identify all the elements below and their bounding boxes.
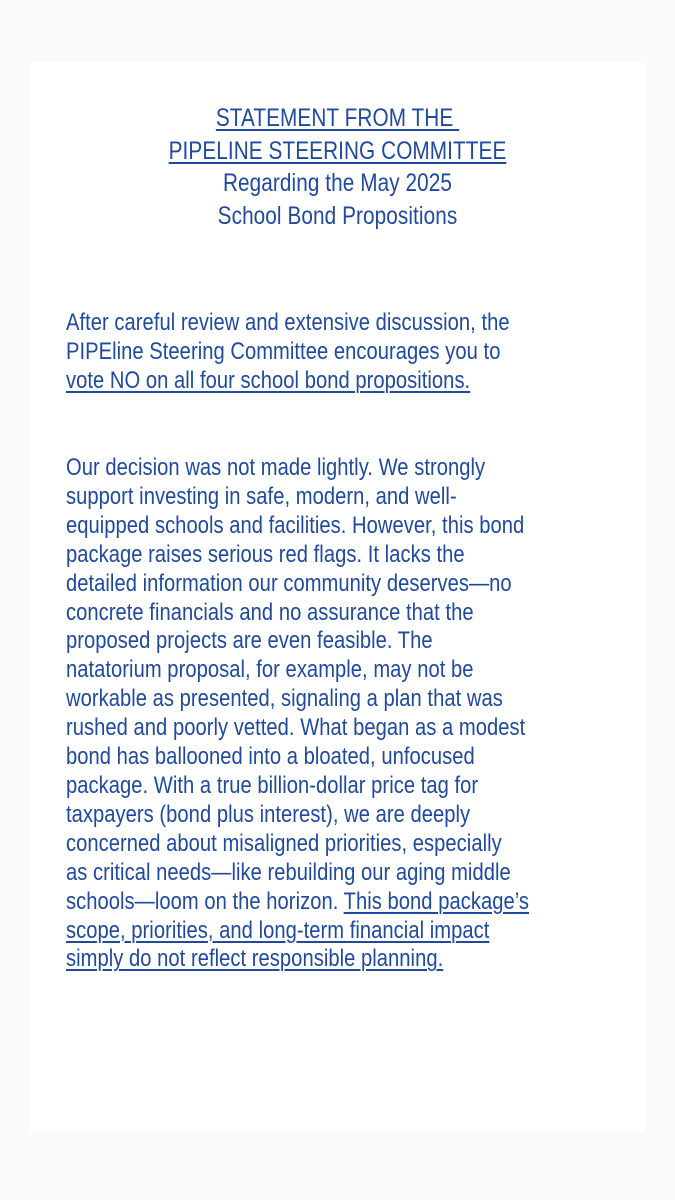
rationale-paragraph (66, 454, 620, 974)
title-line-1: STATEMENT FROM THE (215, 104, 460, 132)
conclusion-emphasis-start: This bond package’s (343, 887, 529, 915)
paragraph-line: After careful review and extensive discussion, the (66, 309, 510, 336)
paragraph-line: taxpayers (bond plus interest), we are deeply (66, 800, 471, 828)
paragraph-line: detailed information our community deserves—no (66, 569, 512, 597)
paragraph-line: PIPEline Steering Committee encourages you to (66, 337, 501, 365)
title-line-2: PIPELINE STEERING COMMITTEE (168, 136, 507, 165)
vote-no-emphasis: vote NO on all four school bond propositions. (66, 366, 471, 394)
paragraph-line-mixed (66, 888, 620, 917)
paragraph-line: package. With a true billion-dollar price tag for (66, 771, 479, 799)
statement-heading (82, 102, 592, 232)
paragraph-line: proposed projects are even feasible. The (66, 627, 433, 655)
subtitle-line-2: School Bond Propositions (217, 201, 458, 230)
paragraph-line: workable as presented, signaling a plan that was (66, 685, 503, 713)
paragraph-line: package raises serious red flags. It lacks the (66, 540, 465, 568)
paragraph-line: concerned about misaligned priorities, especially (66, 829, 502, 857)
paragraph-line-start: schools—loom on the horizon. (66, 887, 344, 915)
conclusion-emphasis-line: simply do not reflect responsible planning. (66, 945, 444, 973)
paragraph-line: equipped schools and facilities. However, this bond (66, 511, 525, 539)
paragraph-line: concrete financials and no assurance that the (66, 598, 474, 626)
subtitle-line-1: Regarding the May 2025 (222, 169, 453, 198)
statement-document (30, 62, 645, 1132)
paragraph-line: support investing in safe, modern, and well- (66, 482, 457, 510)
conclusion-emphasis-line: scope, priorities, and long-term financial impact (66, 916, 490, 944)
paragraph-line: natatorium proposal, for example, may not be (66, 656, 474, 684)
paragraph-line: Our decision was not made lightly. We strongly (66, 454, 486, 481)
paragraph-line: as critical needs—like rebuilding our aging middle (66, 858, 511, 886)
paragraph-line: rushed and poorly vetted. What began as a modest (66, 714, 526, 742)
recommendation-paragraph (66, 309, 620, 396)
paragraph-line: bond has ballooned into a bloated, unfocused (66, 743, 475, 771)
